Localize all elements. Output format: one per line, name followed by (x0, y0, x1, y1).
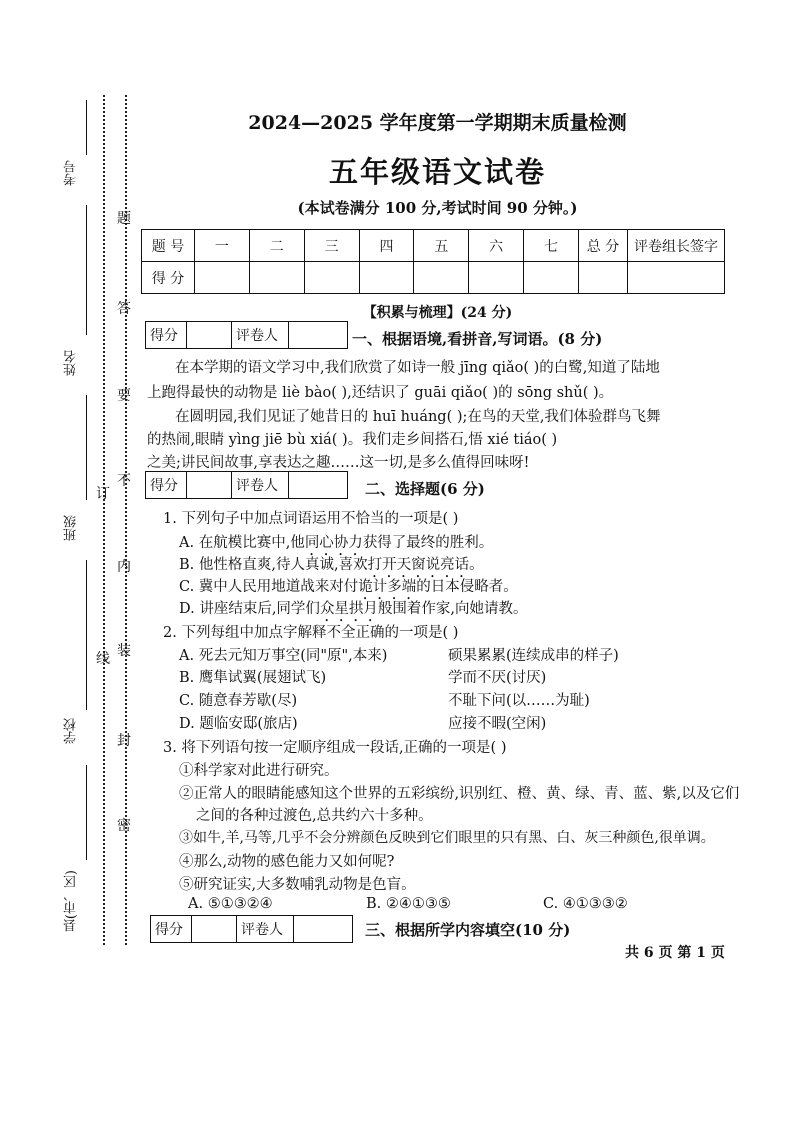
field-exam-number-label: 考号 (64, 160, 79, 186)
score-cell: 六 (469, 230, 524, 262)
q2-item2-option-right: 不耻下问(以……为耻) (448, 693, 590, 709)
grader-score-input[interactable] (187, 472, 232, 499)
score-cell: 评卷组长签字 (628, 230, 725, 262)
page-footer: 共 6 页 第 1 页 (625, 945, 725, 961)
q2-item2-stem: 2. 下列每组中加点字解释不全正确的一项是( ) (163, 625, 459, 641)
q2-item1-option: B. 他性格直爽,待人真诚,喜欢打开天窗说亮话。 (179, 557, 484, 573)
q1-line: 在圆明园,我们见证了她昔日的 huī huáng( );在鸟的天堂,我们体验群鸟飞舞 (175, 409, 661, 425)
grader-box (145, 321, 348, 349)
score-input-cell[interactable] (359, 262, 414, 294)
score-input-cell[interactable] (579, 262, 628, 294)
q2-item3-choice: C. ④①③③② (543, 896, 628, 912)
q2-item3-sentence-cont: 之间的各种过渡色,总共约六十多种。 (196, 808, 433, 824)
score-input-cell[interactable] (195, 262, 250, 294)
field-name-label: 姓名 (64, 350, 79, 376)
grader-name-label: 评卷人 (237, 916, 294, 943)
field-class-label: 班级 (64, 515, 79, 541)
score-cell: 五 (414, 230, 469, 262)
q2-item3-sentence: ②正常人的眼睛能感知这个世界的五彩缤纷,识别红、橙、黄、绿、青、蓝、紫,以及它们 (179, 786, 740, 802)
q2-item3-sentence: ①科学家对此进行研究。 (179, 763, 339, 779)
q1-line: 在本学期的语文学习中,我们欣赏了如诗一般 jīng qiǎo( )的白鹭,知道了陆地 (175, 360, 660, 376)
exam-note: (本试卷满分 100 分,考试时间 90 分钟。) (297, 199, 578, 217)
score-input-cell[interactable] (414, 262, 469, 294)
q2-item2-option-left: D. 题临安邸(旅店) (179, 716, 298, 732)
score-cell: 总 分 (579, 230, 628, 262)
grader-name-input[interactable] (289, 322, 348, 349)
score-input-cell[interactable] (304, 262, 359, 294)
q1-line: 上跑得最快的动物是 liè bào( ),还结识了 guāi qiǎo( )的 sōng shǔ( )。 (147, 385, 614, 401)
q2-item3-choice: A. ⑤①③②④ (188, 896, 273, 912)
seal-char: 答 (117, 301, 131, 317)
grader-score-input[interactable] (187, 322, 232, 349)
section-title-accumulation: 【积累与梳理】(24 分) (362, 305, 513, 321)
name-line (86, 395, 87, 500)
school-line (86, 765, 87, 860)
grader-score-label: 得分 (146, 472, 187, 499)
q1-line: 之美;讲民间故事,享表达之趣……这一切,是多么值得回味呀! (147, 455, 530, 471)
seal-char: 题 (117, 211, 131, 227)
score-cell: 二 (249, 230, 304, 262)
q2-item3-stem: 3. 将下列语句按一定顺序组成一段话,正确的一项是( ) (163, 740, 507, 756)
q2-item1-option: C. 冀中人民用地道战来对付诡计多端的日本侵略者。 (179, 579, 518, 595)
grader-name-label: 评卷人 (232, 472, 289, 499)
score-row-label: 得 分 (142, 262, 195, 294)
score-cell: 四 (359, 230, 414, 262)
seal-char: 订 (96, 486, 110, 502)
question-2-heading: 二、选择题(6 分) (365, 480, 485, 498)
score-table-header-row (142, 230, 725, 262)
score-cell: 三 (304, 230, 359, 262)
exam-number-line (86, 100, 87, 155)
seal-char: 不 (117, 473, 131, 489)
grader-score-label: 得分 (146, 322, 187, 349)
q2-item2-option-right: 学而不厌(讨厌) (448, 670, 547, 686)
score-cell: 一 (195, 230, 250, 262)
q2-item2-option-right: 硕果累累(连续成串的样子) (448, 648, 619, 664)
seal-char: 内 (117, 559, 131, 575)
q2-item3-sentence: ③如牛,羊,马等,几乎不会分辨颜色反映到它们眼里的只有黑、白、灰三种颜色,很单调。 (179, 830, 715, 846)
score-cell: 七 (524, 230, 579, 262)
dotted-seal-line-outer (103, 95, 105, 945)
seal-char: 装 (117, 643, 131, 659)
field-county-label: 县(市、区) (64, 870, 79, 933)
q1-line: 的热闹,眼睛 yìng jiē bù xiá( )。我们走乡间搭石,悟 xié tiáo( ) (147, 432, 558, 448)
seal-char: 要 (117, 388, 131, 404)
class-line (86, 560, 87, 710)
q2-item2-option-left: B. 鹰隼试翼(展翅试飞) (179, 670, 327, 686)
exam-title: 五年级语文试卷 (328, 155, 546, 189)
q2-item3-choice: B. ②④①③⑤ (366, 896, 451, 912)
q2-item1-option: D. 讲座结束后,同学们众星拱月般围着作家,向她请教。 (179, 601, 528, 617)
score-input-cell[interactable] (628, 262, 725, 294)
exam-number-line-2 (86, 205, 87, 335)
question-3-heading: 三、根据所学内容填空(10 分) (365, 921, 571, 939)
grader-name-label: 评卷人 (232, 322, 289, 349)
grader-score-label: 得分 (151, 916, 192, 943)
field-school-label: 学校 (64, 718, 79, 744)
grader-name-input[interactable] (294, 916, 353, 943)
q2-item3-sentence: ④那么,动物的感色能力又如何呢? (179, 854, 395, 870)
q2-item2-option-left: A. 死去元知万事空(同"原",本来) (179, 648, 388, 664)
q2-item1-stem: 1. 下列句子中加点词语运用不恰当的一项是( ) (163, 511, 459, 527)
q2-item1-option: A. 在航模比赛中,他同心协力获得了最终的胜利。 (179, 535, 494, 551)
score-table (141, 229, 725, 294)
q2-item3-sentence: ⑤研究证实,大多数哺乳动物是色盲。 (179, 877, 416, 893)
grader-name-input[interactable] (289, 472, 348, 499)
score-input-cell[interactable] (524, 262, 579, 294)
school-year-title: 2024—2025 学年度第一学期期末质量检测 (248, 112, 627, 134)
grader-box (145, 471, 348, 499)
grader-box (150, 915, 353, 943)
score-table-score-row (142, 262, 725, 294)
q2-item2-option-left: C. 随意春芳歇(尽) (179, 693, 298, 709)
seal-char: 密 (117, 818, 131, 834)
seal-char: 线 (96, 651, 110, 667)
seal-char: 封 (117, 733, 131, 749)
grader-score-input[interactable] (192, 916, 237, 943)
score-input-cell[interactable] (469, 262, 524, 294)
score-input-cell[interactable] (249, 262, 304, 294)
score-cell: 题 号 (142, 230, 195, 262)
question-1-heading: 一、根据语境,看拼音,写词语。(8 分) (352, 330, 603, 348)
q2-item2-option-right: 应接不暇(空闲) (448, 716, 547, 732)
